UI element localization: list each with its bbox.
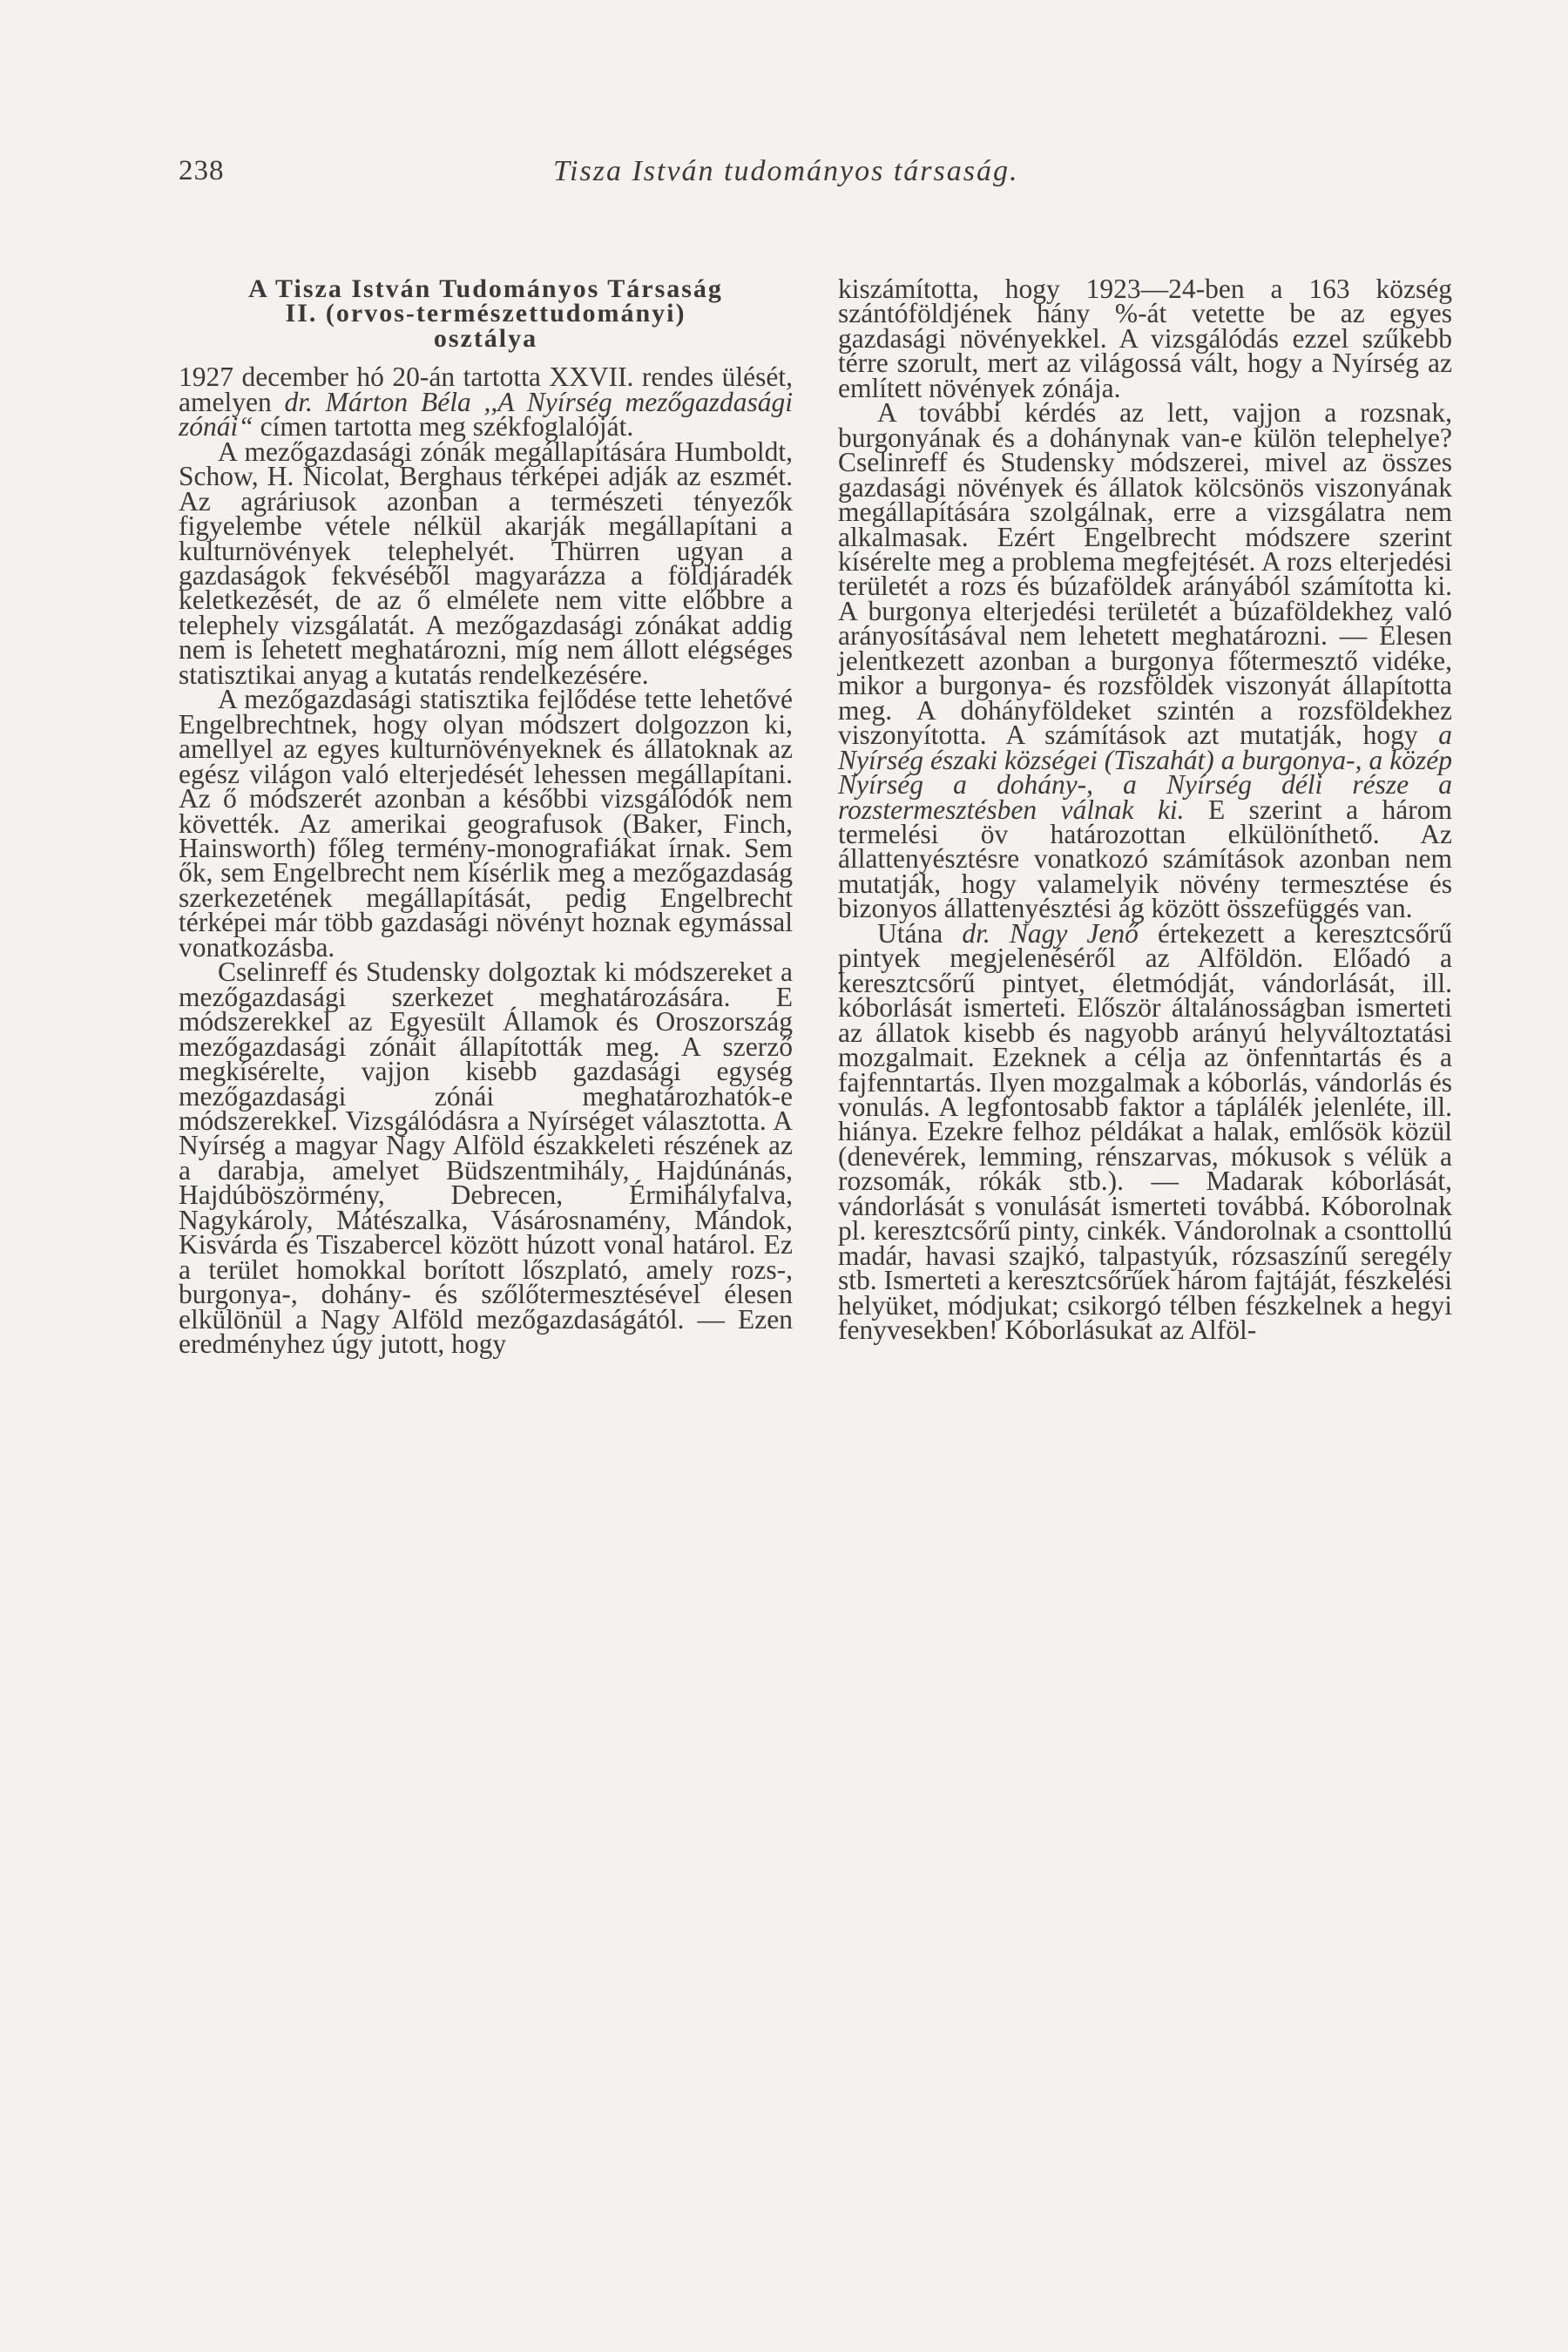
page-number: 238 (179, 155, 225, 186)
paragraph: Cselinreff és Studensky dolgoztak ki módszereket a mezőgazdasági szerkezet meghatározására. E módszerekkel az Egyesült Államok és Oroszország mezőgazdasági zónáit állapították meg. A szerző megkísérelte, vajjon kisebb gazdasági egység mezőgazdasági zónái meghatározhatók-e módszerekkel. Vizsgálódásra a Nyírséget választotta. A Nyírség a magyar Nagy Alföld északkeleti részének az a darabja, amelyet Büdszentmihály, Hajdúnánás, Hajdúböszörmény, Debrecen, Érmihályfalva, Nagykároly, Mátészalka, Vásárosnamény, Mándok, Kisvárda és Tiszabercel között húzott vonal határol. Ez a terület homokkal borított lőszplató, amely rozs-, burgonya-, dohány- és szőlőtermesztésével élesen elkülönül a Nagy Alföld mezőgazdaságától. — Ezen eredményhez úgy jutott, hogy (179, 956, 793, 1360)
section-heading-line1: A Tisza István Tudományos Társaság (248, 274, 723, 303)
section-heading-line3: osztálya (433, 323, 538, 353)
section-heading-line2: II. (orvos-természettudományi) (285, 299, 686, 328)
left-column (179, 274, 793, 1360)
paragraph-text: címen tartotta meg székfoglalóját. (253, 411, 634, 443)
running-title: Tisza István tudományos társaság. (553, 155, 1019, 187)
paragraph (838, 397, 1452, 924)
paragraph-text: Utána (877, 917, 963, 949)
paragraph (179, 362, 793, 443)
emphasized-conclusion: a Nyírség északi községei (Tiszahát) a burgonya-, a közép Nyírség a dohány-, a Nyírség déli része a rozstermesztésben válnak ki. (838, 720, 1452, 825)
paragraph-text: 1927 december hó 20-án tartotta XXVII. rendes ülését, amelyen (179, 362, 793, 417)
author-lecture-title: dr. Márton Béla ,,A Nyírség mezőgazdasági zónái“ (179, 386, 793, 443)
paragraph: A mezőgazdasági zónák megállapítására Humboldt, Schow, H. Nicolat, Berghaus térképei adják az eszmét. Az agráriusok azonban a természeti tényezők figyelembe vétele nélkül akarják megállapítani a kulturnövények telephelyét. Thürren ugyan a gazdaságok fekvéséből magyarázza a földjáradék keletkezését, de az ő elmélete nem vitte előbbre a telephely vizsgálatát. A mezőgazdasági zónákat addig nem is lehetett meghatározni, míg nem állott elégséges statisztikai anyag a kutatás rendelkezésére. (179, 436, 793, 690)
paragraph-text: A további kérdés az lett, vajjon a rozsnak, burgonyának és a dohánynak van-e külön telephelye? Cselinreff és Studensky módszerei, mivel az összes gazdasági növények és állatok kölcsönös viszonyának megállapítására szolgálnak, erre a vizsgálatra nem alkalmasak. Ezért Engelbrecht módszere szerint kísérelte meg a problema megfejtését. A rozs elterjedési területét a rozs és búzaföldek arányából számította ki. A burgonya elterjedési területét a búzaföldekhez való arányosításával nem lehetett meghatározni. — Élesen jelentkezett azonban a burgonya főtermesztő vidéke, mikor a burgonya- és rozsföldek viszonyát állapította meg. A dohányföldeket szintén a rozsföldekhez viszonyította. A számítások azt mutatják, hogy (838, 397, 1452, 751)
paragraph: kiszámította, hogy 1923—24-ben a 163 község szántóföldjének hány %-át vetette be az egyes gazdasági növényekkel. A vizsgálódás ezzel szűkebb térre szorult, mert az világossá vált, hogy a Nyírség az említett növények zónája. (838, 274, 1452, 403)
author-name: dr. Nagy Jenő (962, 917, 1139, 949)
paragraph: A mezőgazdasági statisztika fejlődése tette lehetővé Engelbrechtnek, hogy olyan módszert dolgozzon ki, amellyel az egyes kulturnövényeknek és állatoknak az egész világon való elterjedését lehessen megállapítani. Az ő módszerét azonban a későbbi vizsgálódók nem követték. Az amerikai geografusok (Baker, Finch, Hainsworth) főleg termény-monografiákat írnak. Sem ők, sem Engelbrecht nem kísérlik meg a mezőgazdaság szerkezetének megállapítását, pedig Engelbrecht térképei már több gazdasági növényt hoznak egymással vonatkozásba. (179, 684, 793, 963)
right-column (838, 274, 1453, 1346)
paragraph (838, 917, 1453, 1346)
paragraph-text: értekezett a keresztcsőrű pintyek megjelenéséről az Alföldön. Előadó a keresztcsőrű pintyet, életmódját, vándorlását, ill. kóborlását ismerteti. Először általánosságban ismerteti az állatok kisebb és nagyobb arányú helyváltoztatási mozgalmait. Ezeknek a célja az önfenntartás és a fajfenntartás. Ilyen mozgalmak a kóborlás, vándorlás és vonulás. A legfontosabb faktor a táplálék jelenléte, ill. hiánya. Ezekre felhoz példákat a halak, emlősök közül (denevérek, lemming, rénszarvas, mókusok s vélük a rozsomák, rókák stb.). — Madarak kóborlását, vándorlását s vonulását ismerteti továbbá. Kóborolnak pl. keresztcsőrű pinty, cinkék. Vándorolnak a csonttollú madár, havasi szajkó, talpastyúk, rózsaszínű seregély stb. Ismerteti a keresztcsőrűek három fajtáját, fészkelési helyüket, módjukat; csikorgó télben fészkelnek a hegyi fenyvesekben! Kóborlásukat az Alföl- (838, 917, 1453, 1346)
page-header (179, 155, 1433, 199)
paragraph-text: E szerint a három termelési öv határozottan elkülöníthető. Az állattenyésztésre vonatkozó számítások azonban nem mutatják, hogy valamelyik növény termesztése és bizonyos állattenyésztési ág között összefüggés van. (838, 794, 1452, 924)
